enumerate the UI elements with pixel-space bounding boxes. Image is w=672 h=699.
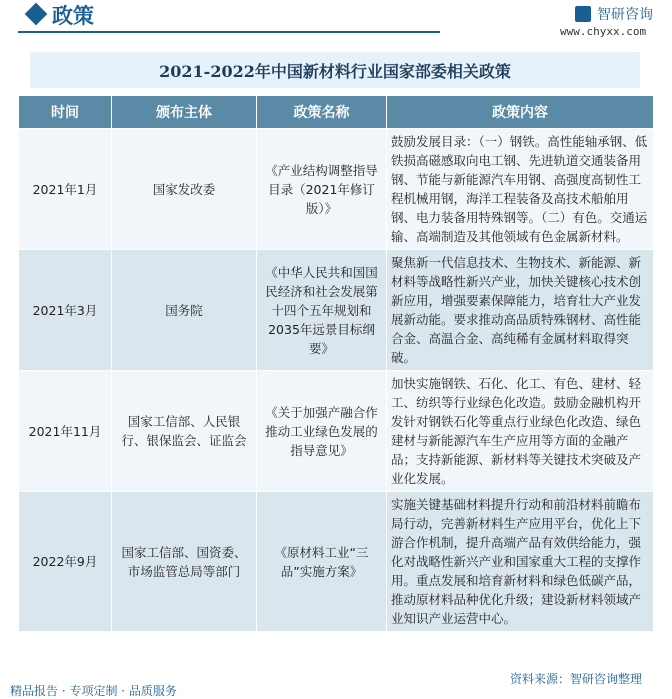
col-header: 时间: [19, 96, 111, 128]
section-title: 政策: [52, 3, 94, 28]
content-cell: 聚焦新一代信息技术、生物技术、新能源、新材料等战略性新兴产业，加快关键核心技术创新应用，增强要素保障能力，培育壮大产业发展新动能。要求推动高品质特殊钢材、高性能合金、高温合金、高纯稀有金属材料取得突破。: [387, 250, 653, 370]
col-header: 政策内容: [387, 96, 653, 128]
table-row: [19, 371, 653, 491]
issuer-cell: 国家工信部、人民银行、银保监会、证监会: [112, 371, 256, 491]
content-cell: 加快实施钢铁、石化、化工、有色、建材、轻工、纺织等行业绿色化改造。鼓励金融机构开发针对钢铁石化等重点行业绿色化改造、绿色建材与新能源汽车生产应用等方面的金融产品；支持新能源、新材料等关键技术突破及产业化发展。: [387, 371, 653, 491]
time-cell: 2022年9月: [19, 492, 111, 631]
policy-table: [18, 95, 654, 632]
content-cell: 实施关键基础材料提升行动和前沿材料前瞻布局行动，完善新材料生产应用平台，优化上下游合作机制，提升高端产品有效供给能力，强化对战略性新兴产业和国家重大工程的支撑作用。重点发展和培育新材料和绿色低碳产品，推动原材料品种优化升级；建设新材料领域产业知识产业运营中心。: [387, 492, 653, 631]
col-header: 政策名称: [257, 96, 386, 128]
time-cell: 2021年3月: [19, 250, 111, 370]
page-header: [0, 0, 672, 45]
table-row: [19, 129, 653, 249]
policy-name-cell: 《产业结构调整指导目录（2021年修订版）》: [257, 129, 386, 249]
footer-tagline: 精品报告 · 专项定制 · 品质服务: [10, 684, 177, 698]
page-footer: [0, 668, 672, 699]
content-cell: 鼓励发展目录：（一）钢铁。高性能轴承钢、低铁损高磁感取向电工钢、先进轨道交通装备用钢、节能与新能源汽车用钢、高强度高韧性工程机械用钢，海洋工程装备及高技术船舶用钢、电力装备用特殊钢等。（二）有色。交通运输、高端制造及其他领域有色金属新材料。: [387, 129, 653, 249]
policy-name-cell: 《关于加强产融合作推动工业绿色发展的指导意见》: [257, 371, 386, 491]
diamond-icon: [25, 3, 48, 26]
issuer-cell: 国家发改委: [112, 129, 256, 249]
brand-name: 智研咨询: [597, 7, 653, 23]
brand-logo: [575, 4, 653, 24]
policy-name-cell: 《中华人民共和国国民经济和社会发展第十四个五年规划和2035年远景目标纲要》: [257, 250, 386, 370]
issuer-cell: 国务院: [112, 250, 256, 370]
table-header: [19, 96, 653, 128]
source-note: 资料来源：智研咨询整理: [510, 672, 643, 686]
table-row: [19, 492, 653, 631]
table-title: 2021-2022年中国新材料行业国家部委相关政策: [30, 52, 640, 88]
divider: [18, 31, 440, 33]
time-cell: 2021年11月: [19, 371, 111, 491]
logo-icon: [575, 6, 591, 22]
issuer-cell: 国家工信部、国资委、市场监管总局等部门: [112, 492, 256, 631]
table-row: [19, 250, 653, 370]
brand-url: www.chyxx.com: [560, 25, 647, 38]
col-header: 颁布主体: [112, 96, 256, 128]
time-cell: 2021年1月: [19, 129, 111, 249]
policy-name-cell: 《原材料工业“三品”实施方案》: [257, 492, 386, 631]
